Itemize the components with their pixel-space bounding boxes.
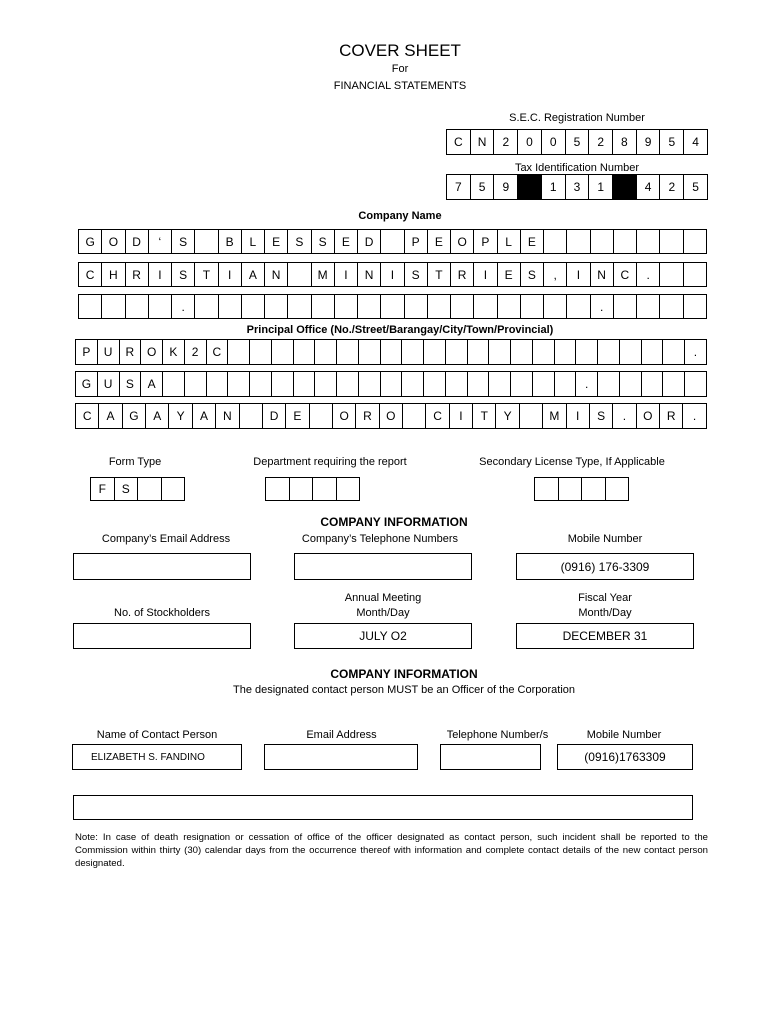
principal-office-cell[interactable]: [662, 339, 685, 365]
company-name-cell[interactable]: [125, 294, 149, 319]
company-name-cell[interactable]: R: [125, 262, 149, 287]
contact-information-subheading: The designated contact person MUST be an Officer of the Corporation: [232, 684, 575, 696]
principal-office-cell[interactable]: [358, 339, 381, 365]
company-name-cell[interactable]: G: [78, 229, 102, 254]
principal-office-cell[interactable]: [336, 371, 359, 397]
principal-office-cell[interactable]: [401, 339, 424, 365]
principal-office-cell[interactable]: [619, 371, 642, 397]
principal-office-cell[interactable]: N: [215, 403, 239, 429]
company-name-cell[interactable]: [380, 229, 404, 254]
fiscal-year-sublabel: Month/Day: [578, 607, 632, 619]
principal-office-line-3: [75, 403, 707, 429]
company-telephone-label: Company’s Telephone Numbers: [301, 533, 459, 545]
company-name-cell[interactable]: P: [473, 229, 497, 254]
company-name-cell[interactable]: N: [264, 262, 288, 287]
principal-office-cell[interactable]: I: [566, 403, 590, 429]
company-name-cell[interactable]: [473, 294, 497, 319]
company-name-cell[interactable]: [287, 294, 311, 319]
principal-office-cell[interactable]: O: [379, 403, 403, 429]
sec-registration-cell[interactable]: 9: [636, 129, 661, 155]
company-name-cell[interactable]: [334, 294, 358, 319]
company-name-cell[interactable]: [683, 229, 707, 254]
principal-office-cell[interactable]: [314, 371, 337, 397]
contact-telephone-label: Telephone Number/s: [446, 729, 549, 741]
company-name-cell[interactable]: [636, 229, 660, 254]
principal-office-cell[interactable]: [575, 339, 598, 365]
secondary-license-cell[interactable]: [558, 477, 583, 501]
principal-office-cell[interactable]: Y: [168, 403, 192, 429]
company-email-label: Company’s Email Address: [101, 533, 231, 545]
for-label: For: [391, 63, 409, 75]
principal-office-cell[interactable]: A: [98, 403, 122, 429]
sec-registration-cell[interactable]: C: [446, 129, 471, 155]
principal-office-cell[interactable]: [336, 339, 359, 365]
principal-office-cell[interactable]: [271, 339, 294, 365]
tin-cell[interactable]: 5: [470, 174, 495, 200]
principal-office-cell[interactable]: [162, 371, 185, 397]
company-name-cell[interactable]: I: [473, 262, 497, 287]
principal-office-cell[interactable]: I: [449, 403, 473, 429]
principal-office-cell[interactable]: [227, 371, 250, 397]
company-name-cell[interactable]: [218, 294, 242, 319]
company-name-cell[interactable]: I: [334, 262, 358, 287]
company-name-cell[interactable]: P: [404, 229, 428, 254]
annual-meeting-field[interactable]: JULY O2: [294, 623, 472, 649]
sec-registration-number: [446, 129, 708, 155]
company-name-cell[interactable]: E: [497, 262, 521, 287]
principal-office-cell[interactable]: [445, 339, 468, 365]
contact-telephone-field[interactable]: [440, 744, 541, 770]
principal-office-cell[interactable]: [314, 339, 337, 365]
principal-office-cell[interactable]: A: [140, 371, 163, 397]
company-name-cell[interactable]: [613, 294, 637, 319]
company-name-cell[interactable]: S: [311, 229, 335, 254]
principal-office-cell[interactable]: [293, 339, 316, 365]
company-name-cell[interactable]: B: [218, 229, 242, 254]
company-name-cell[interactable]: [427, 294, 451, 319]
company-name-line-1: [78, 229, 707, 254]
company-name-cell[interactable]: [497, 294, 521, 319]
contact-person-name-label: Name of Contact Person: [96, 729, 218, 741]
principal-office-cell[interactable]: C: [425, 403, 449, 429]
company-name-cell[interactable]: [543, 294, 567, 319]
company-name-cell[interactable]: S: [404, 262, 428, 287]
company-name-cell[interactable]: [566, 294, 590, 319]
company-name-cell[interactable]: N: [357, 262, 381, 287]
company-name-cell[interactable]: [683, 294, 707, 319]
principal-office-cell[interactable]: [510, 339, 533, 365]
company-name-cell[interactable]: [520, 294, 544, 319]
contact-information-heading: COMPANY INFORMATION: [330, 667, 478, 681]
tin-cell[interactable]: 7: [446, 174, 471, 200]
secondary-license-label: Secondary License Type, If Applicable: [479, 456, 665, 468]
principal-office-cell[interactable]: [519, 403, 543, 429]
principal-office-cell[interactable]: O: [332, 403, 356, 429]
principal-office-cell[interactable]: A: [192, 403, 216, 429]
principal-office-cell[interactable]: .: [575, 371, 598, 397]
company-name-cell[interactable]: I: [566, 262, 590, 287]
principal-office-cell[interactable]: 2: [184, 339, 207, 365]
principal-office-cell[interactable]: [184, 371, 207, 397]
fiscal-year-label: Fiscal Year: [578, 592, 632, 604]
sec-registration-cell[interactable]: 5: [565, 129, 590, 155]
department-boxes: [265, 477, 360, 501]
company-name-cell[interactable]: S: [287, 229, 311, 254]
form-type-boxes: [90, 477, 185, 501]
company-name-cell[interactable]: .: [590, 294, 614, 319]
tin-cell[interactable]: [517, 174, 542, 200]
tin-cell[interactable]: 1: [588, 174, 613, 200]
principal-office-cell[interactable]: [554, 371, 577, 397]
company-name-cell[interactable]: S: [171, 262, 195, 287]
principal-office-cell[interactable]: [358, 371, 381, 397]
principal-office-cell[interactable]: D: [262, 403, 286, 429]
principal-office-cell[interactable]: O: [140, 339, 163, 365]
company-name-cell[interactable]: [380, 294, 404, 319]
principal-office-cell[interactable]: O: [636, 403, 660, 429]
tin-cell[interactable]: 2: [659, 174, 684, 200]
tin-cell[interactable]: 1: [541, 174, 566, 200]
company-name-cell[interactable]: C: [613, 262, 637, 287]
department-label: Department requiring the report: [253, 456, 407, 468]
principal-office-cell[interactable]: [271, 371, 294, 397]
company-name-cell[interactable]: [659, 294, 683, 319]
principal-office-cell[interactable]: E: [285, 403, 309, 429]
company-name-cell[interactable]: [613, 229, 637, 254]
company-name-cell[interactable]: .: [171, 294, 195, 319]
company-name-cell[interactable]: E: [427, 229, 451, 254]
page-title: COVER SHEET: [339, 41, 461, 60]
company-name-cell[interactable]: [194, 229, 218, 254]
sec-registration-cell[interactable]: 0: [517, 129, 542, 155]
stockholders-label: No. of Stockholders: [114, 607, 210, 619]
principal-office-cell[interactable]: R: [355, 403, 379, 429]
principal-office-cell[interactable]: [532, 339, 555, 365]
page-subtitle: FINANCIAL STATEMENTS: [333, 80, 467, 92]
principal-office-cell[interactable]: [206, 371, 229, 397]
mobile-number-label: Mobile Number: [567, 533, 643, 545]
contact-address-field[interactable]: [73, 795, 693, 820]
department-cell[interactable]: [312, 477, 337, 501]
principal-office-cell[interactable]: [597, 339, 620, 365]
principal-office-cell[interactable]: [684, 371, 707, 397]
sec-registration-cell[interactable]: 2: [588, 129, 613, 155]
company-name-cell[interactable]: [148, 294, 172, 319]
company-name-cell[interactable]: I: [148, 262, 172, 287]
principal-office-cell[interactable]: R: [119, 339, 142, 365]
principal-office-cell[interactable]: [402, 403, 426, 429]
note-text: Note: In case of death resignation or cessation of office of the officer designated as contact person, such incident shall be reported to the Commission within thirty (30) calendar days from the occurrence thereof with information and complete contact details of the new contact person designated.: [75, 832, 708, 869]
principal-office-cell[interactable]: A: [145, 403, 169, 429]
principal-office-cell[interactable]: [380, 371, 403, 397]
principal-office-cell[interactable]: S: [119, 371, 142, 397]
company-name-cell[interactable]: T: [427, 262, 451, 287]
company-name-cell[interactable]: N: [590, 262, 614, 287]
company-name-cell[interactable]: [636, 294, 660, 319]
principal-office-cell[interactable]: [423, 371, 446, 397]
company-name-line-3: [78, 294, 707, 319]
principal-office-cell[interactable]: [510, 371, 533, 397]
principal-office-cell[interactable]: [249, 339, 272, 365]
form-type-cell[interactable]: [137, 477, 162, 501]
secondary-license-boxes: [534, 477, 629, 501]
contact-mobile-label: Mobile Number: [586, 729, 662, 741]
principal-office-cell[interactable]: [597, 371, 620, 397]
stockholders-field[interactable]: [73, 623, 251, 649]
company-name-cell[interactable]: [287, 262, 311, 287]
company-name-cell[interactable]: O: [101, 229, 125, 254]
principal-office-line-2: [75, 371, 707, 397]
company-name-cell[interactable]: [404, 294, 428, 319]
principal-office-cell[interactable]: P: [75, 339, 98, 365]
principal-office-cell[interactable]: [445, 371, 468, 397]
sec-registration-label: S.E.C. Registration Number: [509, 112, 645, 124]
tin-cell[interactable]: 3: [565, 174, 590, 200]
principal-office-cell[interactable]: .: [684, 339, 707, 365]
tin-cell[interactable]: 4: [636, 174, 661, 200]
company-name-cell[interactable]: T: [194, 262, 218, 287]
company-name-cell[interactable]: [659, 229, 683, 254]
principal-office-cell[interactable]: [641, 339, 664, 365]
contact-email-label: Email Address: [306, 729, 377, 741]
company-name-cell[interactable]: ‘: [148, 229, 172, 254]
principal-office-cell[interactable]: R: [659, 403, 683, 429]
company-name-cell[interactable]: [264, 294, 288, 319]
company-email-field[interactable]: [73, 553, 251, 580]
company-name-cell[interactable]: [659, 262, 683, 287]
principal-office-cell[interactable]: [662, 371, 685, 397]
principal-office-cell[interactable]: [619, 339, 642, 365]
tin-cell[interactable]: 9: [493, 174, 518, 200]
secondary-license-cell[interactable]: [605, 477, 630, 501]
company-name-cell[interactable]: I: [218, 262, 242, 287]
principal-office-cell[interactable]: [423, 339, 446, 365]
department-cell[interactable]: [289, 477, 314, 501]
principal-office-cell[interactable]: [641, 371, 664, 397]
company-name-cell[interactable]: M: [311, 262, 335, 287]
company-name-line-2: [78, 262, 707, 287]
company-name-cell[interactable]: [194, 294, 218, 319]
company-name-cell[interactable]: D: [357, 229, 381, 254]
principal-office-cell[interactable]: [227, 339, 250, 365]
principal-office-cell[interactable]: U: [97, 371, 120, 397]
company-name-cell[interactable]: I: [380, 262, 404, 287]
sec-registration-cell[interactable]: 2: [493, 129, 518, 155]
sec-registration-cell[interactable]: 0: [541, 129, 566, 155]
company-name-cell[interactable]: [450, 294, 474, 319]
principal-office-cell[interactable]: G: [75, 371, 98, 397]
principal-office-cell[interactable]: M: [542, 403, 566, 429]
principal-office-cell[interactable]: [239, 403, 263, 429]
principal-office-cell[interactable]: [532, 371, 555, 397]
company-name-cell[interactable]: A: [241, 262, 265, 287]
principal-office-cell[interactable]: [249, 371, 272, 397]
principal-office-cell[interactable]: Y: [495, 403, 519, 429]
tax-identification-number: [446, 174, 708, 200]
annual-meeting-label: Annual Meeting: [344, 592, 422, 604]
company-name-cell[interactable]: L: [241, 229, 265, 254]
principal-office-cell[interactable]: [380, 339, 403, 365]
form-type-cell[interactable]: F: [90, 477, 115, 501]
principal-office-label: Principal Office (No./Street/Barangay/City/Town/Provincial): [246, 324, 554, 336]
company-name-cell[interactable]: E: [520, 229, 544, 254]
company-name-cell[interactable]: [101, 294, 125, 319]
department-cell[interactable]: [336, 477, 361, 501]
company-name-cell[interactable]: D: [125, 229, 149, 254]
company-name-cell[interactable]: [590, 229, 614, 254]
fiscal-year-field[interactable]: DECEMBER 31: [516, 623, 694, 649]
sec-registration-cell[interactable]: 8: [612, 129, 637, 155]
principal-office-cell[interactable]: [488, 371, 511, 397]
form-type-cell[interactable]: S: [114, 477, 139, 501]
principal-office-cell[interactable]: [293, 371, 316, 397]
tin-label: Tax Identification Number: [514, 162, 640, 174]
tin-cell[interactable]: 5: [683, 174, 708, 200]
company-name-cell[interactable]: [357, 294, 381, 319]
principal-office-cell[interactable]: C: [206, 339, 229, 365]
company-name-cell[interactable]: [566, 229, 590, 254]
company-name-cell[interactable]: E: [334, 229, 358, 254]
principal-office-cell[interactable]: .: [682, 403, 706, 429]
company-name-label: Company Name: [358, 210, 442, 222]
principal-office-cell[interactable]: [554, 339, 577, 365]
principal-office-cell[interactable]: [401, 371, 424, 397]
company-name-cell[interactable]: H: [101, 262, 125, 287]
contact-email-field[interactable]: [264, 744, 418, 770]
company-telephone-field[interactable]: [294, 553, 472, 580]
form-type-cell[interactable]: [161, 477, 186, 501]
company-information-heading: COMPANY INFORMATION: [320, 515, 468, 529]
principal-office-cell[interactable]: T: [472, 403, 496, 429]
principal-office-cell[interactable]: .: [612, 403, 636, 429]
principal-office-cell[interactable]: [467, 339, 490, 365]
company-name-cell[interactable]: [683, 262, 707, 287]
form-type-label: Form Type: [108, 456, 162, 468]
principal-office-line-1: [75, 339, 707, 365]
mobile-number-field[interactable]: (0916) 176-3309: [516, 553, 694, 580]
secondary-license-cell[interactable]: [534, 477, 559, 501]
principal-office-cell[interactable]: G: [122, 403, 146, 429]
company-name-cell[interactable]: [543, 229, 567, 254]
company-name-cell[interactable]: ,: [543, 262, 567, 287]
company-name-cell[interactable]: E: [264, 229, 288, 254]
sec-registration-cell[interactable]: 5: [659, 129, 684, 155]
sec-registration-cell[interactable]: 4: [683, 129, 708, 155]
principal-office-cell[interactable]: [488, 339, 511, 365]
company-name-cell[interactable]: R: [450, 262, 474, 287]
secondary-license-cell[interactable]: [581, 477, 606, 501]
company-name-cell[interactable]: [78, 294, 102, 319]
principal-office-cell[interactable]: S: [589, 403, 613, 429]
company-name-cell[interactable]: [311, 294, 335, 319]
principal-office-cell[interactable]: [467, 371, 490, 397]
department-cell[interactable]: [265, 477, 290, 501]
principal-office-cell[interactable]: U: [97, 339, 120, 365]
principal-office-cell[interactable]: [309, 403, 333, 429]
company-name-cell[interactable]: S: [171, 229, 195, 254]
company-name-cell[interactable]: .: [636, 262, 660, 287]
company-name-cell[interactable]: S: [520, 262, 544, 287]
company-name-cell[interactable]: L: [497, 229, 521, 254]
contact-mobile-field[interactable]: (0916)1763309: [557, 744, 693, 770]
annual-meeting-sublabel: Month/Day: [356, 607, 410, 619]
tin-cell[interactable]: [612, 174, 637, 200]
company-name-cell[interactable]: C: [78, 262, 102, 287]
company-name-cell[interactable]: O: [450, 229, 474, 254]
contact-person-name-field[interactable]: ELIZABETH S. FANDINO: [72, 744, 242, 770]
principal-office-cell[interactable]: K: [162, 339, 185, 365]
company-name-cell[interactable]: [241, 294, 265, 319]
principal-office-cell[interactable]: C: [75, 403, 99, 429]
sec-registration-cell[interactable]: N: [470, 129, 495, 155]
